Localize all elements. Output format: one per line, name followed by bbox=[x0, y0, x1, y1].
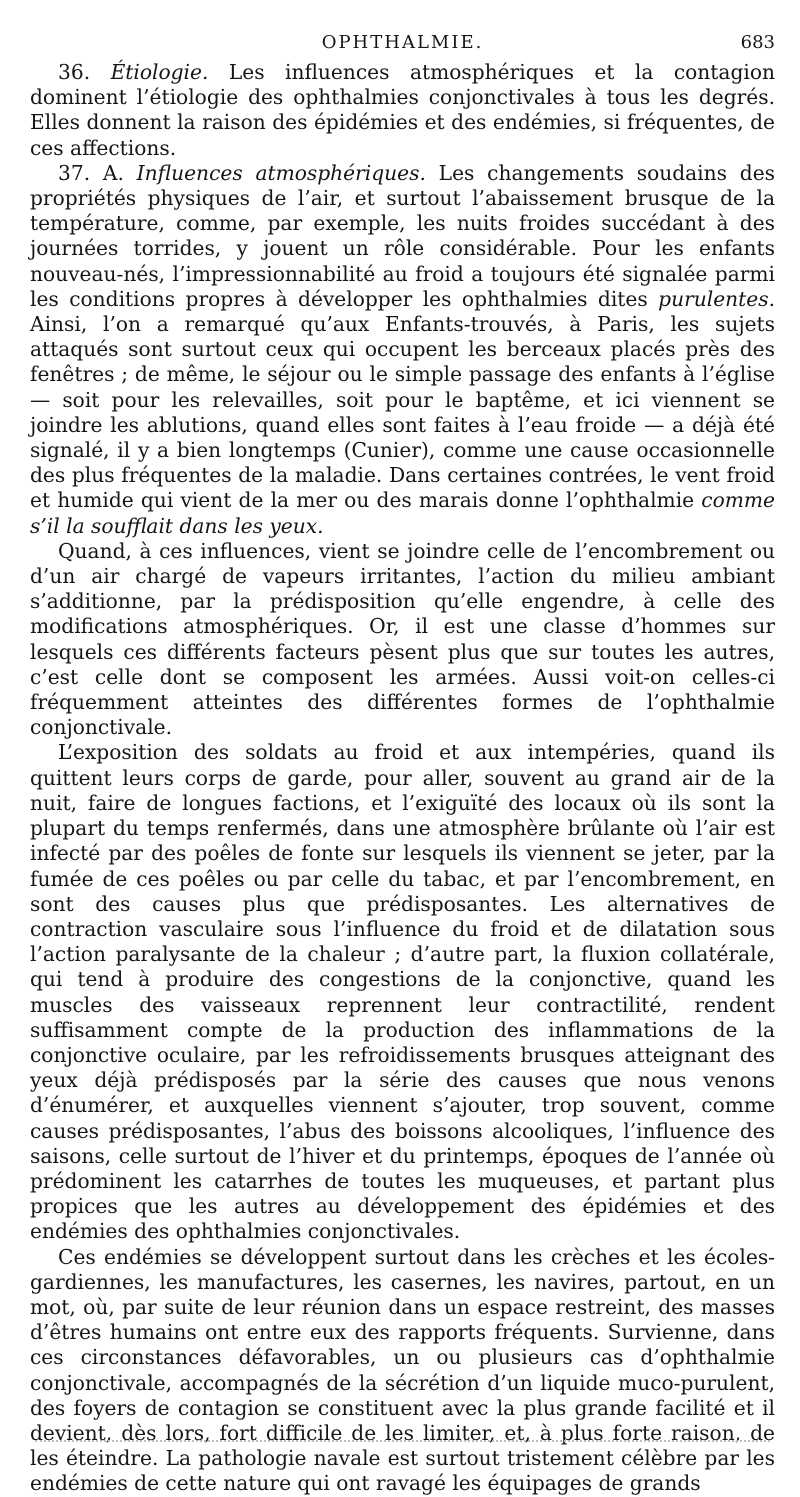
paragraph-36-etiologie bbox=[30, 60, 775, 161]
subsection-letter: A. bbox=[102, 160, 124, 185]
running-head bbox=[30, 32, 775, 58]
paragraph-exposition-soldats: L’exposition des soldats au froid et aux intempéries, quand ils quittent leurs corps de garde, pour aller, souvent au grand air de la nuit, faire de longues factions, et l’exiguïté des locaux où ils sont la plupart du temps renfermés, dans une atmosphère brûlante où l’air est infecté par des poêles de fonte sur lesquels ils viennent se jeter, par la fumée de ces poêles ou par celle du tabac, et par l’encombrement, en sont des causes plus que prédisposantes. Les alternatives de contraction vasculaire sous l’influence du froid et de dilatation sous l’action paralysante de la chaleur ; d’autre part, la fluxion collatérale, qui tend à produire des congestions de la conjonctive, quand les muscles des vaisseaux reprennent leur contractilité, rendent suffisamment compte de la production des inflammations de la conjonctive oculaire, par les refroidissements brusques atteignant des yeux déjà prédisposés par la série des causes que nous venons d’énumérer, et auxquelles viennent s’ajouter, trop souvent, comme causes prédisposantes, l’abus des boissons alcooliques, l’influence des saisons, celle surtout de l’hiver et du printemps, époques de l’année où prédominent les catarrhes de toutes les muqueuses, et partant plus propices que les autres au développement des épidémies et des endémies des ophthalmies conjonctivales. bbox=[30, 740, 775, 1244]
book-page bbox=[30, 0, 776, 1496]
section-number: 36. bbox=[58, 60, 91, 84]
italic-term: purulentes. bbox=[658, 286, 775, 311]
section-number: 37. bbox=[58, 160, 91, 185]
running-title: OPHTHALMIE. bbox=[321, 32, 484, 53]
italic-quote: comme s’il la soufflait dans les yeux. bbox=[30, 488, 775, 538]
section-heading: Étiologie. bbox=[110, 60, 209, 84]
paragraph-encombrement: Quand, à ces influences, vient se joindre celle de l’encombrement ou d’un air chargé de vapeurs irritantes, l’action du milieu ambiant s’additionne, par la prédisposition qu’elle engendre, à celle des modifications atmosphériques. Or, il est une classe d’hommes sur lesquels ces différents facteurs pèsent plus que sur toutes les autres, c’est celle dont se composent les armées. Aussi voit-on celles-ci fréquemment atteintes des différentes formes de l’ophthalmie conjonctivale. bbox=[30, 538, 775, 740]
paragraph-endemies: Ces endémies se développent surtout dans les crèches et les écoles-gardiennes, les manufactures, les casernes, les navires, partout, en un mot, où, par suite de leur réunion dans un espace restreint, des masses d’êtres humains ont entre eux des rapports fréquents. Survienne, dans ces circonstances défavorables, un ou plusieurs cas d’ophthalmie conjonctivale, accompagnés de la sécrétion d’un liquide muco-purulent, des foyers de contagion se constituent avec la plus grande facilité et il devient, dès lors, fort difficile de les limiter, et, à plus forte raison, de les éteindre. La pathologie navale est surtout tristement célèbre par les endémies de cette nature qui ont ravagé les équipages de grands bbox=[30, 1244, 775, 1496]
section-heading: Influences atmosphériques. bbox=[136, 160, 426, 185]
paragraph-text: Les changements soudains des propriétés physiques de l’air, et surtout l’abaissement brusque de la température, comme, par exemple, les nuits froides succédant à des journées torrides, y jouent un rôle considérable. Pour les enfants nouveau-nés, l’impressionnabilité au froid a toujours été signalée parmi les conditions propres à développer les ophthalmies dites bbox=[30, 160, 776, 311]
paragraph-37-influences bbox=[30, 161, 775, 539]
paragraph-text: Ainsi, l’on a remarqué qu’aux Enfants-trouvés, à Paris, les sujets attaqués sont surtout ceux qui occupent les berceaux placés près des fenêtres ; de même, le séjour ou le simple passage des enfants à l’église — soit pour les relevailles, soit pour le baptême, et ici viennent se joindre les ablutions, quand elles sont faites à l’eau froide — a déjà été signalé, il y a bien longtemps (Cunier), comme une cause occasionnelle des plus fréquentes de la maladie. Dans certaines contrées, le vent froid et humide qui vient de la mer ou des marais donne l’ophthalmie bbox=[30, 312, 775, 513]
paragraph-text: Les influences atmosphériques et la contagion dominent l’étiologie des ophthalmies conjonctivales à tous les degrés. Elles donnent la raison des épidémies et des endémies, si fréquentes, de ces affections. bbox=[30, 60, 775, 160]
body-text bbox=[30, 60, 775, 1497]
footer-noise-line bbox=[35, 1440, 770, 1444]
page-number: 683 bbox=[740, 32, 775, 53]
